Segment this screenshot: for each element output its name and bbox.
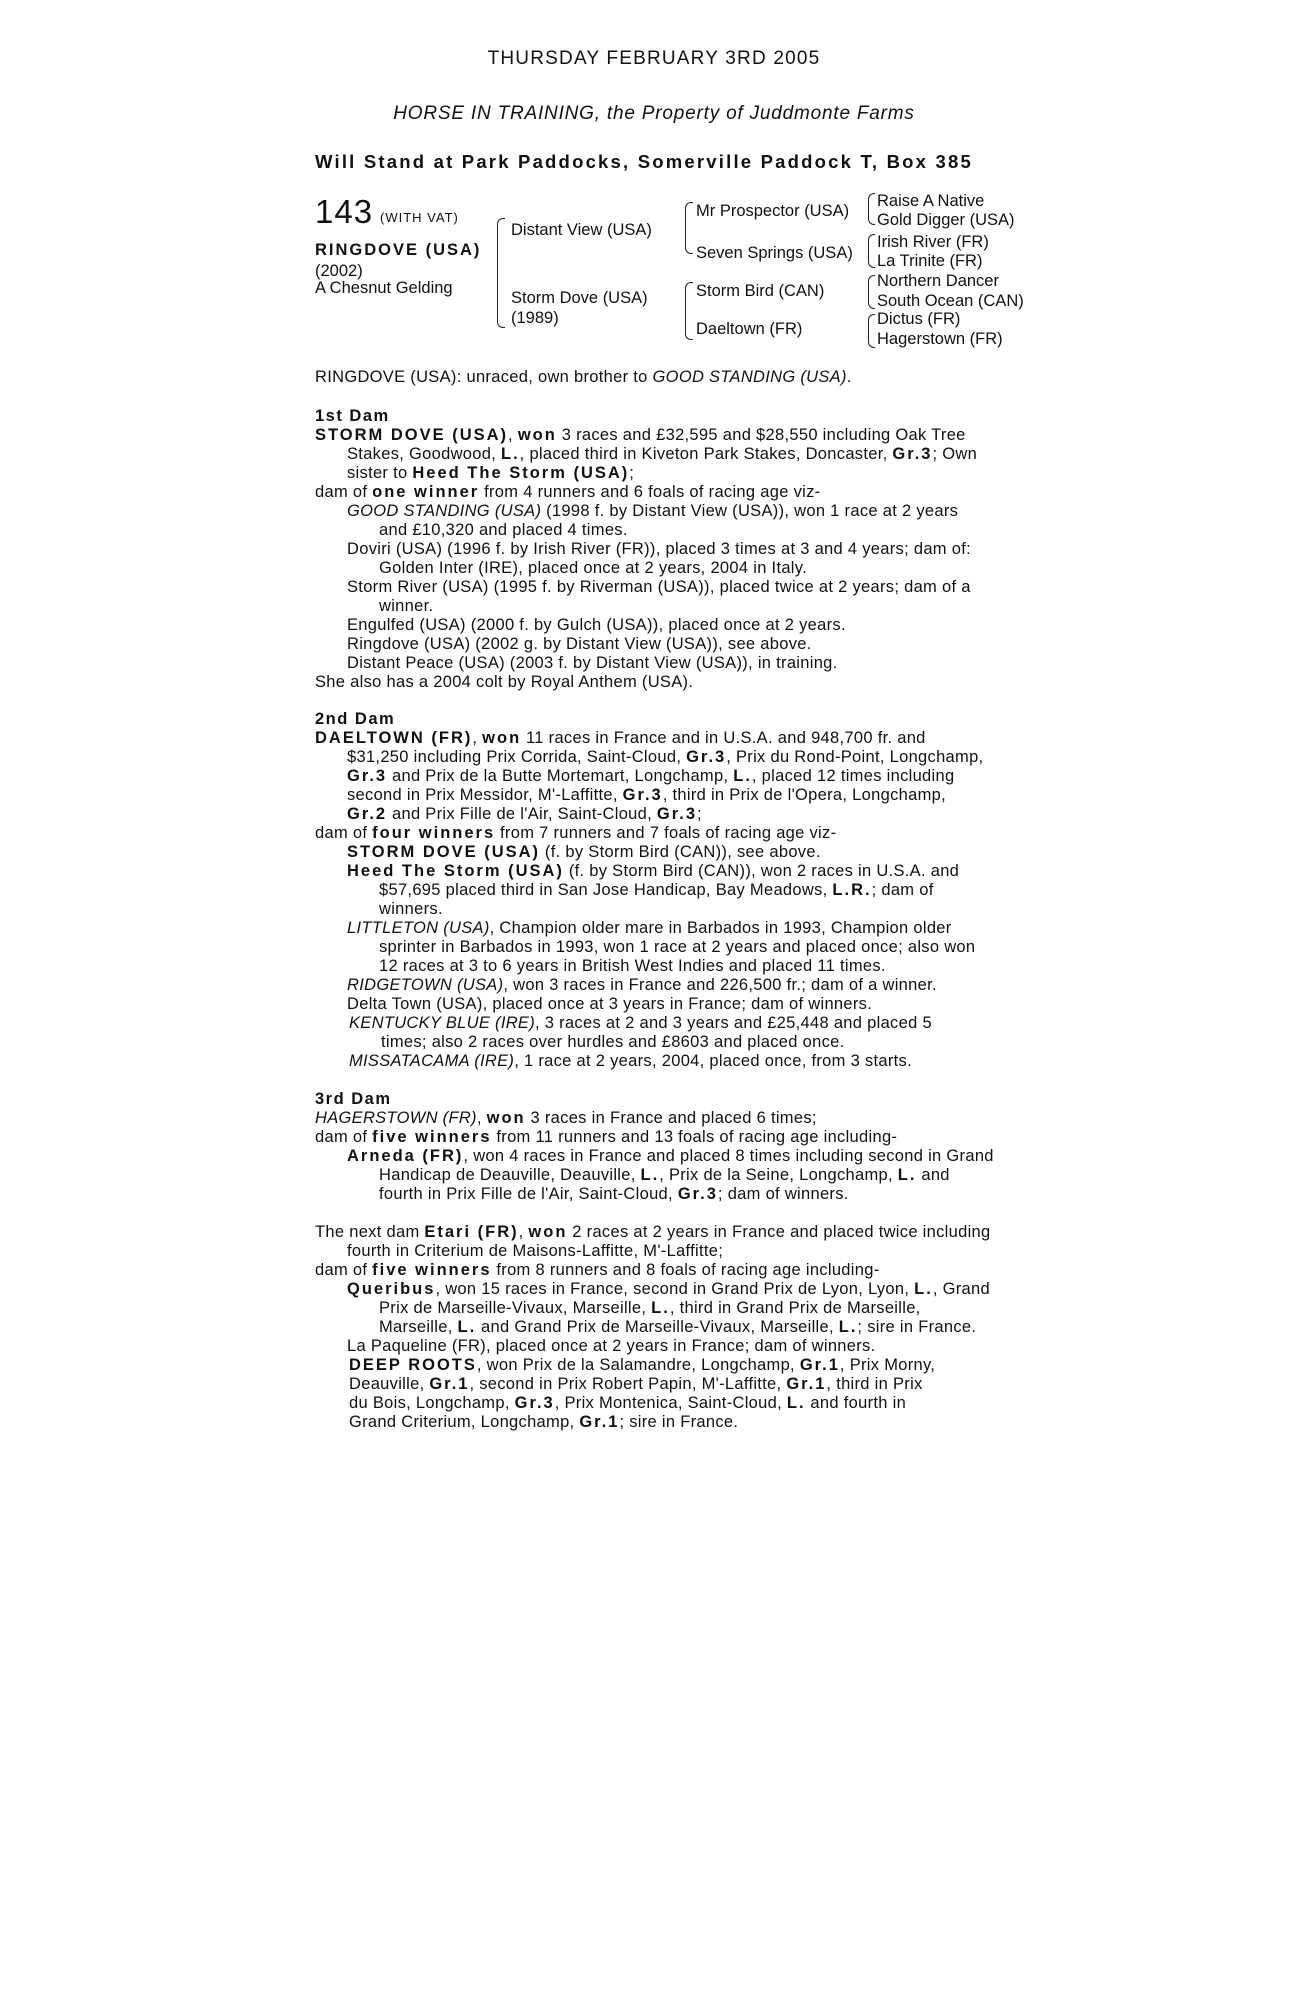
second-dam-line: [379, 938, 975, 957]
pedigree-sire-sire: Mr Prospector (USA): [696, 202, 850, 220]
bold-text: STORM DOVE (USA): [315, 426, 509, 444]
line-text: du Bois, Longchamp,: [349, 1394, 515, 1412]
horse-description: A Chesnut Gelding: [315, 279, 453, 297]
pedigree-ddd: Hagerstown (FR): [877, 330, 1003, 348]
bold-text: L.: [640, 1166, 660, 1184]
line-text: ,: [472, 729, 483, 747]
bold-text: L.: [838, 1318, 858, 1336]
bold-text: Heed The Storm (USA): [412, 464, 630, 482]
bold-text: four winners: [372, 824, 496, 842]
second-dam-line: [379, 957, 886, 976]
italic-horse-name: HAGERSTOWN (FR): [315, 1109, 477, 1127]
line-text: and Prix Fille de l'Air, Saint-Cloud,: [387, 805, 657, 823]
second-dam-line: [347, 805, 702, 824]
line-text: ,: [476, 1109, 487, 1127]
pedigree-dam-dam: Daeltown (FR): [696, 320, 803, 338]
line-text: , placed third in Kiveton Park Stakes, Doncaster,: [519, 445, 893, 463]
line-text: sister to: [347, 464, 413, 482]
line-text: and Grand Prix de Marseille-Vivaux, Marseille,: [476, 1318, 839, 1336]
next-dam-line: [349, 1394, 906, 1413]
line-text: Storm River (USA) (1995 f. by Riverman (USA)), placed twice at 2 years; dam of a: [347, 578, 971, 596]
line-text: from 7 runners and 7 foals of racing age viz-: [495, 824, 837, 842]
line-text: ; dam of winners.: [717, 1185, 849, 1203]
line-text: ; sire in France.: [619, 1413, 739, 1431]
pedigree-brace-sd: [868, 234, 875, 268]
line-text: 11 races in France and in U.S.A. and 948,700 fr. and: [521, 729, 926, 747]
first-dam-line: [347, 578, 971, 597]
line-text: $31,250 including Prix Corrida, Saint-Cloud,: [347, 748, 687, 766]
next-dam-line: [315, 1261, 880, 1280]
bold-text: one winner: [372, 483, 480, 501]
sale-date: THURSDAY FEBRUARY 3RD 2005: [487, 48, 821, 69]
bold-text: L.: [651, 1299, 670, 1317]
third-dam-heading: 3rd Dam: [315, 1090, 392, 1108]
second-dam-line: [315, 729, 926, 748]
line-text: 3 races in France and placed 6 times;: [525, 1109, 817, 1127]
third-dam-line: [315, 1128, 897, 1147]
line-text: ,: [508, 426, 518, 444]
line-text: , Prix de la Seine, Longchamp,: [659, 1166, 898, 1184]
lot-number: 143: [315, 193, 374, 230]
line-text: dam of: [315, 824, 373, 842]
line-text: Stakes, Goodwood,: [347, 445, 501, 463]
third-dam-line: [379, 1166, 950, 1185]
line-text: and £10,320 and placed 4 times.: [379, 521, 628, 539]
first-dam-line: [347, 635, 812, 654]
bold-text: won: [486, 1109, 526, 1127]
third-dam-line: [315, 1109, 817, 1128]
next-dam-line: [347, 1242, 723, 1261]
bold-text: STORM DOVE (USA): [347, 843, 541, 861]
pedigree-brace-dd: [868, 314, 875, 348]
pedigree-sdd: La Trinite (FR): [877, 252, 983, 270]
bold-text: L.R.: [832, 881, 872, 899]
line-text: fourth in Criterium de Maisons-Laffitte, M'-Laffitte;: [347, 1242, 724, 1260]
line-text: ;: [629, 464, 635, 482]
line-text: ; Own: [932, 445, 978, 463]
italic-horse-name: GOOD STANDING (USA): [347, 502, 542, 520]
horse-year: (2002): [315, 262, 363, 280]
line-text: , won 15 races in France, second in Grand Prix de Lyon, Lyon,: [435, 1280, 915, 1298]
line-text: 3 races and £32,595 and $28,550 including Oak Tree: [556, 426, 966, 444]
line-text: , won 4 races in France and placed 8 times including second in Grand: [463, 1147, 994, 1165]
bold-text: Gr.3: [514, 1394, 555, 1412]
next-dam-line: [349, 1375, 923, 1394]
bold-text: Gr.1: [579, 1413, 620, 1431]
second-dam-line: [381, 1033, 844, 1052]
line-text: , third in Prix: [826, 1375, 923, 1393]
pedigree-sire-dam: Seven Springs (USA): [696, 244, 853, 262]
line-text: La Paqueline (FR), placed once at 2 years in France; dam of winners.: [347, 1337, 876, 1355]
line-text: from 4 runners and 6 foals of racing age viz-: [479, 483, 821, 501]
bold-text: L.: [501, 445, 520, 463]
pedigree-dam: Storm Dove (USA): [511, 289, 648, 307]
line-text: Grand Criterium, Longchamp,: [349, 1413, 580, 1431]
first-dam-line: [347, 654, 838, 673]
pedigree-note: [315, 368, 852, 387]
line-text: ;: [697, 805, 702, 823]
line-text: and Prix de la Butte Mortemart, Longchamp,: [387, 767, 734, 785]
first-dam-line: [379, 521, 628, 540]
second-dam-line: [349, 1014, 932, 1033]
line-text: , Prix du Rond-Point, Longchamp,: [726, 748, 984, 766]
bold-text: Etari (FR): [424, 1223, 519, 1241]
pedigree-brace-ds: [868, 275, 875, 309]
line-text: ; dam of: [871, 881, 934, 899]
line-text: Distant Peace (USA) (2003 f. by Distant View (USA)), in training.: [347, 654, 838, 672]
line-text: , Prix Montenica, Saint-Cloud,: [554, 1394, 787, 1412]
line-text: , Grand: [932, 1280, 990, 1298]
bold-text: Gr.3: [677, 1185, 718, 1203]
note-suffix: .: [846, 368, 852, 386]
second-dam-line: [315, 824, 836, 843]
bold-text: five winners: [372, 1261, 492, 1279]
line-text: second in Prix Messidor, M'-Laffitte,: [347, 786, 623, 804]
bold-text: Queribus: [347, 1280, 436, 1298]
second-dam-line: [347, 767, 954, 786]
bold-text: Gr.3: [686, 748, 727, 766]
second-dam-line: [347, 862, 959, 881]
line-text: sprinter in Barbados in 1993, won 1 race at 2 years and placed once; also won: [379, 938, 976, 956]
pedigree-dam-year: (1989): [511, 309, 559, 327]
third-dam-line: [347, 1147, 994, 1166]
line-text: Ringdove (USA) (2002 g. by Distant View (USA)), see above.: [347, 635, 812, 653]
bold-text: L.: [733, 767, 752, 785]
pedigree-dds: Dictus (FR): [877, 310, 961, 328]
pedigree-brace-main: [497, 218, 505, 328]
first-dam-line: [315, 483, 820, 502]
bold-text: L.: [786, 1394, 806, 1412]
bold-text: Gr.3: [656, 805, 698, 823]
first-dam-line: [379, 597, 433, 616]
line-text: 2 races at 2 years in France and placed twice including: [567, 1223, 991, 1241]
next-dam-line: [347, 1337, 876, 1356]
italic-horse-name: LITTLETON (USA): [347, 919, 490, 937]
second-dam-line: [379, 881, 934, 900]
bold-text: won: [482, 729, 522, 747]
line-text: Engulfed (USA) (2000 f. by Gulch (USA)), placed once at 2 years.: [347, 616, 846, 634]
pedigree-sds: Irish River (FR): [877, 233, 989, 251]
line-text: fourth in Prix Fille de l'Air, Saint-Cloud,: [379, 1185, 678, 1203]
bold-text: Heed The Storm (USA): [347, 862, 564, 880]
first-dam-line: [347, 616, 846, 635]
bold-text: won: [528, 1223, 568, 1241]
line-text: Handicap de Deauville, Deauville,: [379, 1166, 641, 1184]
second-dam-line: [349, 1052, 912, 1071]
line-text: , 1 race at 2 years, 2004, placed once, from 3 starts.: [514, 1052, 912, 1070]
bold-text: DAELTOWN (FR): [315, 729, 473, 747]
line-text: , third in Prix de l'Opera, Longchamp,: [662, 786, 946, 804]
next-dam-line: [315, 1223, 991, 1242]
second-dam-line: [347, 748, 983, 767]
next-dam-line: [347, 1280, 990, 1299]
note-italic: GOOD STANDING (USA): [652, 368, 847, 386]
bold-text: five winners: [372, 1128, 492, 1146]
vat-note: (WITH VAT): [380, 210, 459, 225]
first-dam-line: [347, 445, 977, 464]
second-dam-line: [347, 843, 821, 862]
next-dam-line: [349, 1356, 935, 1375]
line-text: ; sire in France.: [857, 1318, 977, 1336]
line-text: Marseille,: [379, 1318, 458, 1336]
second-dam-line: [347, 976, 937, 995]
line-text: ,: [518, 1223, 529, 1241]
first-dam-line: [347, 502, 958, 521]
first-dam-line: [379, 559, 807, 578]
line-text: dam of: [315, 483, 373, 501]
first-dam-line: [347, 540, 971, 559]
pedigree-brace-dam: [685, 282, 693, 340]
line-text: (1998 f. by Distant View (USA)), won 1 race at 2 years: [541, 502, 959, 520]
note-prefix: RINGDOVE (USA): unraced, own brother to: [315, 368, 653, 386]
line-text: , placed 12 times including: [751, 767, 955, 785]
line-text: times; also 2 races over hurdles and £8603 and placed once.: [381, 1033, 845, 1051]
line-text: and fourth in: [805, 1394, 907, 1412]
second-dam-line: [379, 900, 443, 919]
bold-text: Gr.3: [347, 767, 388, 785]
line-text: Deauville,: [349, 1375, 430, 1393]
third-dam-line: [379, 1185, 849, 1204]
line-text: winner.: [379, 597, 434, 615]
line-text: Delta Town (USA), placed once at 3 years in France; dam of winners.: [347, 995, 873, 1013]
bold-text: Arneda (FR): [347, 1147, 464, 1165]
line-text: Golden Inter (IRE), placed once at 2 years, 2004 in Italy.: [379, 559, 807, 577]
bold-text: Gr.1: [786, 1375, 827, 1393]
line-text: The next dam: [315, 1223, 425, 1241]
first-dam-line: [347, 464, 634, 483]
bold-text: Gr.2: [347, 805, 388, 823]
line-text: , third in Grand Prix de Marseille,: [669, 1299, 921, 1317]
bold-text: DEEP ROOTS: [349, 1356, 477, 1374]
line-text: from 8 runners and 8 foals of racing age including-: [491, 1261, 880, 1279]
line-text: , 3 races at 2 and 3 years and £25,448 and placed 5: [535, 1014, 932, 1032]
line-text: and: [916, 1166, 950, 1184]
line-text: , won 3 races in France and 226,500 fr.; dam of a winner.: [503, 976, 937, 994]
line-text: Doviri (USA) (1996 f. by Irish River (FR)), placed 3 times at 3 and 4 years; dam of:: [347, 540, 971, 558]
second-dam-heading: 2nd Dam: [315, 710, 396, 728]
italic-horse-name: RIDGETOWN (USA): [347, 976, 504, 994]
first-dam-line: [315, 673, 693, 692]
italic-horse-name: KENTUCKY BLUE (IRE): [349, 1014, 536, 1032]
next-dam-line: [379, 1299, 921, 1318]
horse-name: RINGDOVE (USA): [315, 241, 482, 259]
second-dam-line: [347, 786, 946, 805]
bold-text: L.: [457, 1318, 477, 1336]
line-text: (f. by Storm Bird (CAN)), won 2 races in U.S.A. and: [563, 862, 960, 880]
line-text: from 11 runners and 13 foals of racing age including-: [491, 1128, 898, 1146]
next-dam-line: [379, 1318, 976, 1337]
first-dam-heading: 1st Dam: [315, 407, 390, 425]
next-dam-line: [349, 1413, 738, 1432]
second-dam-line: [347, 919, 952, 938]
line-text: , second in Prix Robert Papin, M'-Laffitte,: [469, 1375, 787, 1393]
consignor-subtitle: HORSE IN TRAINING, the Property of Juddmonte Farms: [393, 103, 915, 124]
line-text: dam of: [315, 1261, 373, 1279]
bold-text: won: [517, 426, 557, 444]
line-text: winners.: [379, 900, 443, 918]
pedigree-sire: Distant View (USA): [511, 221, 652, 239]
pedigree-ssd: Gold Digger (USA): [877, 211, 1015, 229]
line-text: , won Prix de la Salamandre, Longchamp,: [476, 1356, 800, 1374]
pedigree-brace-sire: [685, 202, 693, 254]
line-text: Prix de Marseille-Vivaux, Marseille,: [379, 1299, 652, 1317]
pedigree-sss: Raise A Native: [877, 192, 985, 210]
second-dam-line: [347, 995, 872, 1014]
bold-text: Gr.3: [622, 786, 663, 804]
bold-text: L.: [914, 1280, 933, 1298]
pedigree-dam-sire: Storm Bird (CAN): [696, 282, 825, 300]
line-text: She also has a 2004 colt by Royal Anthem (USA).: [315, 673, 694, 691]
bold-text: Gr.3: [892, 445, 933, 463]
line-text: , Champion older mare in Barbados in 1993, Champion older: [489, 919, 952, 937]
pedigree-dss: Northern Dancer: [877, 272, 999, 290]
pedigree-brace-ss: [868, 193, 875, 225]
italic-horse-name: MISSATACAMA (IRE): [349, 1052, 515, 1070]
stabling-location: Will Stand at Park Paddocks, Somerville Paddock T, Box 385: [315, 151, 973, 172]
bold-text: Gr.1: [429, 1375, 470, 1393]
pedigree-dsd: South Ocean (CAN): [877, 292, 1024, 310]
line-text: $57,695 placed third in San Jose Handicap, Bay Meadows,: [379, 881, 833, 899]
line-text: , Prix Morny,: [839, 1356, 936, 1374]
first-dam-line: [315, 426, 966, 445]
line-text: 12 races at 3 to 6 years in British West Indies and placed 11 times.: [379, 957, 886, 975]
line-text: (f. by Storm Bird (CAN)), see above.: [540, 843, 821, 861]
bold-text: L.: [897, 1166, 917, 1184]
line-text: dam of: [315, 1128, 373, 1146]
bold-text: Gr.1: [799, 1356, 840, 1374]
